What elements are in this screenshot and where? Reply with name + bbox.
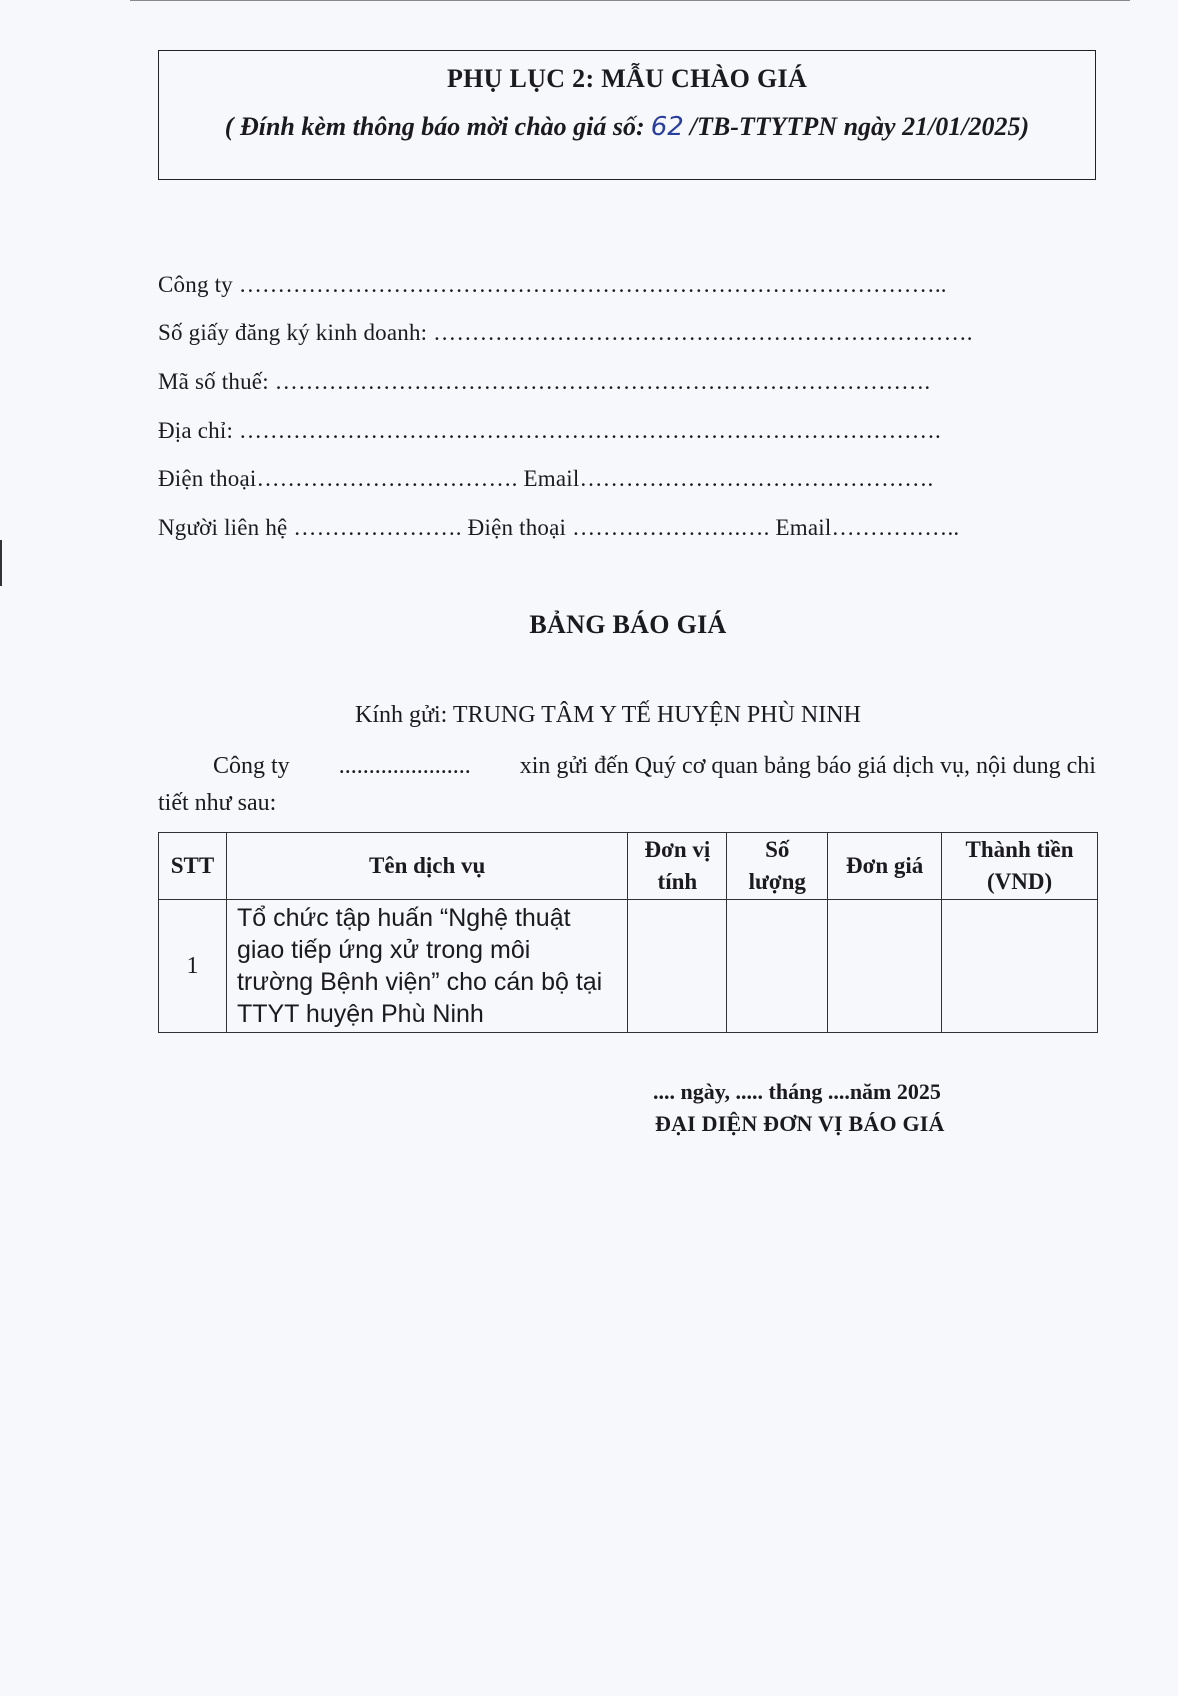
header-unit-price: Đơn giá — [828, 833, 942, 900]
appendix-subtitle — [159, 112, 1095, 142]
header-unit-line2: tính — [657, 869, 698, 894]
table-header-row — [159, 833, 1098, 900]
field-tax-code: Mã số thuế: …………………………………………………………………………. — [158, 369, 931, 394]
header-unit — [628, 833, 727, 900]
field-contact: Người liên hệ …………………. Điện thoại ………………….…. Email…………….. — [158, 515, 960, 540]
row-total — [942, 900, 1098, 1033]
service-line-4: TTYT huyện Phù Ninh — [236, 1000, 484, 1028]
service-line-2: giao tiếp ứng xử trong môi — [236, 936, 531, 964]
intro-text: xin gửi đến Quý cơ quan bảng báo giá dịch vụ, nội dung chi — [519, 753, 1096, 779]
subtitle-prefix: ( Đính kèm thông báo mời chào giá số: — [224, 112, 645, 141]
header-unit-line1: Đơn vị — [644, 837, 711, 862]
field-business-reg: Số giấy đăng ký kinh doanh: ……………………………………………………………. — [158, 320, 973, 345]
quote-table — [158, 832, 1098, 1033]
intro-blank: ...................... — [338, 753, 471, 779]
header-total — [942, 833, 1098, 900]
appendix-header-box — [158, 50, 1096, 180]
row-unit-price — [828, 900, 942, 1033]
scan-margin-mark — [0, 540, 2, 586]
row-stt: 1 — [159, 900, 227, 1033]
intro-company: Công ty — [213, 753, 290, 779]
intro-line-1 — [158, 748, 1096, 785]
scan-top-edge — [130, 0, 1130, 1]
quote-recipient: Kính gửi: TRUNG TÂM Y TẾ HUYỆN PHÙ NINH — [355, 702, 861, 728]
header-qty-line2: lượng — [748, 869, 806, 894]
field-phone-email: Điện thoại……………………………. Email………………………………………. — [158, 466, 934, 491]
service-line-1: Tổ chức tập huấn “Nghệ thuật — [236, 904, 571, 932]
row-service-name — [226, 900, 627, 1033]
header-qty-line1: Số — [765, 837, 790, 862]
header-quantity — [727, 833, 828, 900]
intro-line-2: tiết như sau: — [158, 790, 277, 816]
table-row — [159, 900, 1098, 1033]
service-line-3: trường Bệnh viện” cho cán bộ tại — [236, 968, 603, 996]
signature-date: .... ngày, ..... tháng ....năm 2025 — [653, 1079, 941, 1104]
field-company: Công ty ……………………………………………………………………………….. — [158, 272, 947, 297]
subtitle-suffix: /TB-TTYTPN ngày 21/01/2025) — [689, 112, 1030, 141]
header-total-line2: (VND) — [986, 869, 1053, 894]
quote-intro — [158, 748, 1096, 822]
row-unit — [628, 900, 727, 1033]
header-stt: STT — [159, 833, 227, 900]
appendix-title: PHỤ LỤC 2: MẪU CHÀO GIÁ — [446, 64, 808, 93]
header-total-line1: Thành tiền — [965, 837, 1074, 862]
header-service-name: Tên dịch vụ — [226, 833, 627, 900]
handwritten-number: 62 — [650, 112, 684, 142]
quote-title: BẢNG BÁO GIÁ — [529, 610, 727, 639]
signature-representative: ĐẠI DIỆN ĐƠN VỊ BÁO GIÁ — [655, 1111, 945, 1136]
row-quantity — [727, 900, 828, 1033]
field-address: Địa chỉ: ………………………………………………………………………………. — [158, 418, 941, 443]
